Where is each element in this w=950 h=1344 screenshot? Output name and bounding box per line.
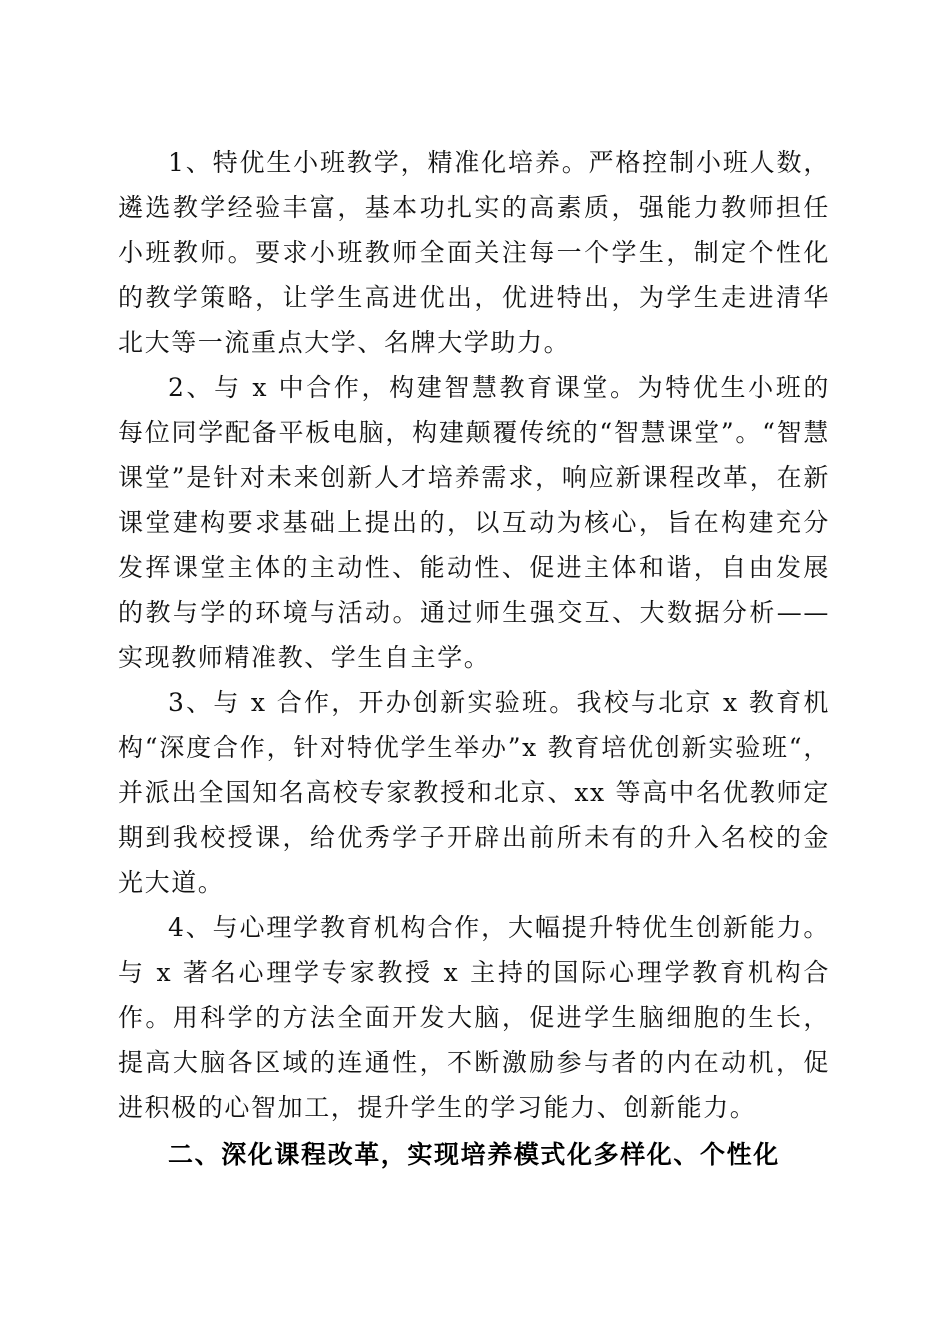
paragraph-1: 1、特优生小班教学，精准化培养。严格控制小班人数，遴选教学经验丰富，基本功扎实的高素质，强能力教师担任小班教师。要求小班教师全面关注每一个学生，制定个性化的教学策略，让学生高进优出，优进特出，为学生走进清华北大等一流重点大学、名牌大学助力。 [118, 148, 830, 357]
paragraph-4: 4、与心理学教育机构合作，大幅提升特优生创新能力。与 x 著名心理学专家教授 x 主持的国际心理学教育机构合作。用科学的方法全面开发大脑，促进学生脑细胞的生长，提高大脑各区域的连通性，不断激励参与者的内在动机，促进积极的心智加工，提升学生的学习能力、创新能力。 [118, 913, 830, 1122]
document-body [118, 140, 830, 1177]
paragraph-2: 2、与 x 中合作，构建智慧教育课堂。为特优生小班的每位同学配备平板电脑，构建颠覆传统的“智慧课堂”。“智慧课堂”是针对未来创新人才培养需求，响应新课程改革，在新课堂建构要求基础上提出的，以互动为核心，旨在构建充分发挥课堂主体的主动性、能动性、促进主体和谐，自由发展的教与学的环境与活动。通过师生强交互、大数据分析——实现教师精准教、学生自主学。 [118, 373, 830, 672]
paragraph-3: 3、与 x 合作，开办创新实验班。我校与北京 x 教育机构“深度合作，针对特优学生举办”x 教育培优创新实验班“，并派出全国知名高校专家教授和北京、xx 等高中名优教师定期到我校授课，给优秀学子开辟出前所未有的升入名校的金光大道。 [118, 688, 830, 897]
section-heading: 二、深化课程改革，实现培养模式化多样化、个性化 [168, 1140, 780, 1169]
